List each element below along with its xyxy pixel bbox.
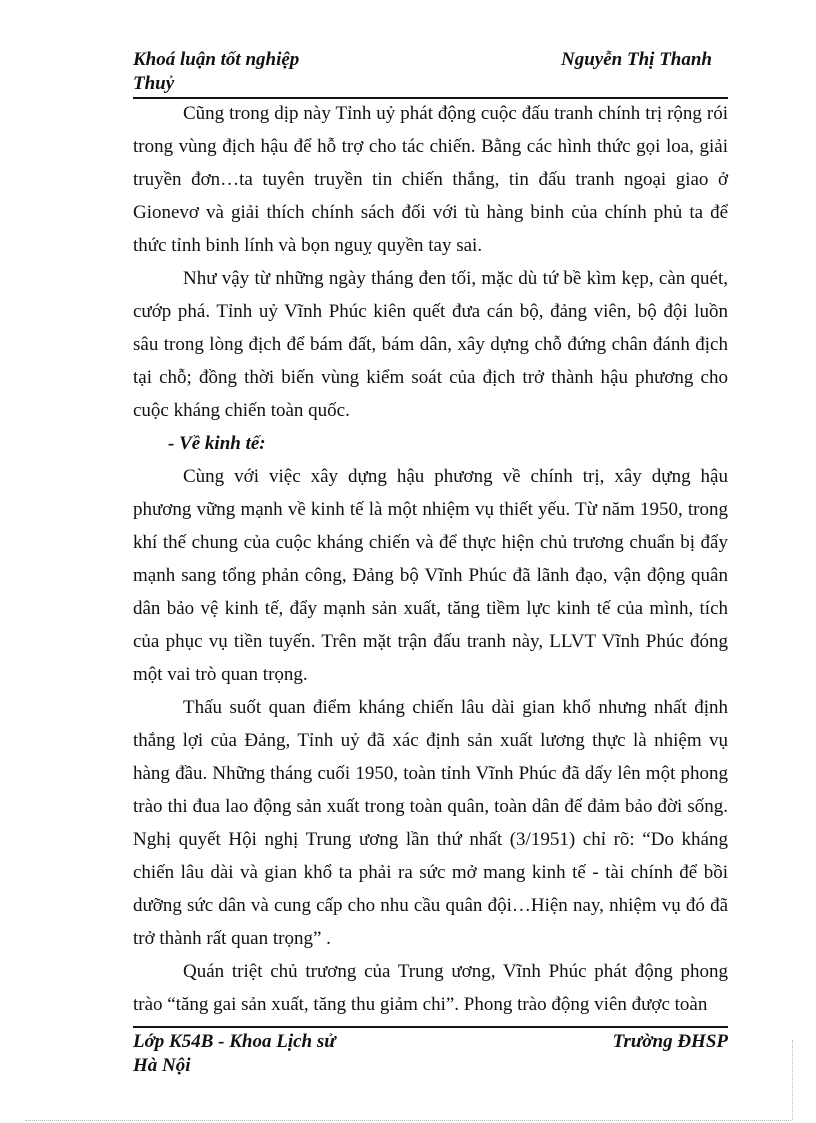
footer-university: Trường ĐHSP: [612, 1031, 728, 1052]
footer-rule: [133, 1026, 728, 1028]
document-body: [133, 97, 728, 1021]
header-author-name: Nguyễn Thị Thanh: [561, 49, 712, 70]
page-edge-bottom: [25, 1120, 791, 1121]
section-subheading-economy: - Về kinh tế:: [168, 433, 266, 454]
header-thesis-title: Khoá luận tốt nghiệp: [133, 49, 300, 70]
footer-class-faculty: Lớp K54B - Khoa Lịch sử: [133, 1031, 336, 1052]
paragraph-food-production: Thấu suốt quan điểm kháng chiến lâu dài gian khổ nhưng nhất định thắng lợi của Đảng, Tỉnh uỷ đã xác định sản xuất lương thực là nhiệm vụ hàng đầu. Những tháng cuối 1950, toàn tỉnh Vĩnh Phúc đã dấy lên một phong trào thi đua lao động sản xuất trong toàn quân, toàn dân để đảm bảo đời sống. Nghị quyết Hội nghị Trung ương lần thứ nhất (3/1951) chỉ rõ: “Do kháng chiến lâu dài và gian khổ ta phải ra sức mở mang kinh tế - tài chính để bồi dưỡng sức dân và cung cấp cho nhu cầu quân đội…Hiện nay, nhiệm vụ đó đã trở thành rất quan trọng” .: [133, 697, 728, 949]
header-author-name-continued: Thuỷ: [133, 73, 175, 94]
footer-city: Hà Nội: [133, 1055, 191, 1076]
paragraph-economic-rear: Cùng với việc xây dựng hậu phương về chính trị, xây dựng hậu phương vững mạnh về kinh tế là một nhiệm vụ thiết yếu. Từ năm 1950, trong khí thế chung của cuộc kháng chiến và để thực hiện chủ trương chuẩn bị đẩy mạnh sang tổng phản công, Đảng bộ Vĩnh Phúc đã lãnh đạo, vận động quân dân bảo vệ kinh tế, đẩy mạnh sản xuất, tăng tiềm lực kinh tế của mình, tích của phục vụ tiền tuyến. Trên mặt trận đấu tranh này, LLVT Vĩnh Phúc đóng một vai trò quan trọng.: [133, 466, 728, 685]
paragraph-political-struggle: Cũng trong dịp này Tỉnh uỷ phát động cuộc đấu tranh chính trị rộng rói trong vùng địch hậu để hỗ trợ cho tác chiến. Bằng các hình thức gọi loa, giải truyền đơn…ta tuyên truyền tin chiến thắng, tin đấu tranh ngoại giao ở Gionevơ và giải thích chính sách đối với tù hàng binh của chính phủ ta để thức tỉnh binh lính và bọn nguỵ quyền tay sai.: [133, 103, 728, 256]
paragraph-movement: Quán triệt chủ trương của Trung ương, Vĩnh Phúc phát động phong trào “tăng gai sản xuất, tăng thu giảm chi”. Phong trào động viên được toàn: [133, 961, 728, 1015]
paragraph-rear-base: Như vậy từ những ngày tháng đen tối, mặc dù tứ bề kìm kẹp, càn quét, cướp phá. Tỉnh uỷ Vĩnh Phúc kiên quết đưa cán bộ, đảng viên, bộ đội luồn sâu trong lòng địch để bám đất, bám dân, xây dựng chỗ đứng chân đánh địch tại chỗ; đồng thời biến vùng kiểm soát của địch trở thành hậu phương cho cuộc kháng chiến toàn quốc.: [133, 268, 728, 421]
page-edge-right: [792, 1040, 793, 1120]
